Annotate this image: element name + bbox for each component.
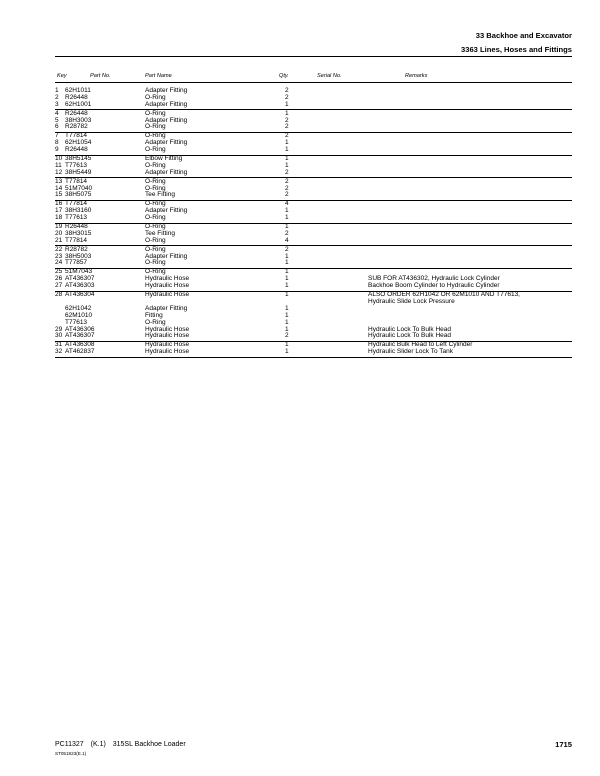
part-qty: 1 (285, 291, 289, 299)
part-qty: 1 (285, 207, 289, 215)
part-qty: 1 (285, 311, 289, 319)
part-qty: 1 (285, 100, 289, 108)
parts-group (55, 111, 572, 133)
part-key: 12 (55, 168, 63, 176)
part-key: 25 (55, 268, 63, 276)
part-number: T77814 (65, 177, 88, 185)
part-number: AT436307 (65, 332, 95, 340)
part-key: 32 (55, 348, 63, 356)
catalog-edition: (K.1) (90, 741, 106, 748)
part-key: 5 (55, 116, 59, 124)
part-number: 62H1042 (65, 304, 92, 312)
part-name: O-Ring (145, 161, 166, 169)
part-qty: 2 (285, 184, 289, 192)
part-key: 31 (55, 341, 63, 349)
part-number: 38H3015 (65, 229, 92, 237)
part-qty: 1 (285, 325, 289, 333)
part-qty: 1 (285, 146, 289, 154)
part-name: O-Ring (145, 200, 166, 208)
part-name: O-Ring (145, 93, 166, 101)
table-row (55, 111, 572, 118)
part-name: Hydraulic Hose (145, 348, 190, 356)
part-number: R26448 (65, 93, 88, 101)
part-name: Adapter Fitting (145, 87, 188, 94)
table-row (55, 306, 572, 313)
table-row (55, 88, 572, 95)
part-remarks: Hydraulic Lock To Bulk Head (368, 325, 451, 333)
part-number: T77613 (65, 318, 88, 326)
part-name: O-Ring (145, 245, 166, 253)
part-number: AT436303 (65, 282, 95, 290)
part-number: AT436308 (65, 341, 95, 349)
part-key: 16 (55, 200, 63, 208)
part-key: 10 (55, 155, 63, 163)
part-qty: 1 (285, 252, 289, 260)
part-name: O-Ring (145, 236, 166, 244)
part-number: 38H5449 (65, 168, 92, 176)
part-qty: 1 (285, 109, 289, 117)
part-qty: 1 (285, 155, 289, 163)
table-row (55, 260, 572, 267)
table-row (55, 320, 572, 327)
part-name: Adapter Fitting (145, 168, 188, 176)
table-row (55, 186, 572, 193)
table-row (55, 124, 572, 131)
part-name: Adapter Fitting (145, 304, 188, 312)
part-qty: 2 (285, 191, 289, 199)
part-key: 19 (55, 223, 63, 231)
part-key: 4 (55, 109, 59, 117)
part-name: O-Ring (145, 259, 166, 267)
table-row (55, 192, 572, 199)
part-name: Adapter Fitting (145, 207, 188, 215)
part-name: Elbow Fitting (145, 155, 183, 163)
parts-group (55, 179, 572, 201)
table-row (55, 170, 572, 177)
machine-model: 315SL Backhoe Loader (112, 741, 186, 748)
part-number: AT436306 (65, 325, 95, 333)
page-number: 1715 (555, 740, 572, 749)
part-remarks: Hydraulic Slide Lock Pressure (368, 297, 455, 305)
header-divider (55, 56, 572, 57)
part-qty: 2 (285, 93, 289, 101)
part-number: T77814 (65, 200, 88, 208)
catalog-number: PC11327 (55, 741, 84, 748)
document-code: ST051823(E.1) (55, 751, 87, 756)
part-remarks: Hydraulic Slider Lock To Tank (368, 348, 454, 356)
part-key: 13 (55, 177, 63, 185)
part-name: Hydraulic Hose (145, 282, 190, 290)
part-key: 7 (55, 132, 59, 140)
table-row (55, 163, 572, 170)
table-row (55, 201, 572, 208)
part-name: O-Ring (145, 109, 166, 117)
column-header-remarks: Remarks (405, 73, 428, 79)
part-name: Hydraulic Hose (145, 325, 190, 333)
part-qty: 2 (285, 168, 289, 176)
table-row (55, 147, 572, 154)
part-qty: 1 (285, 318, 289, 326)
part-qty: 2 (285, 332, 289, 340)
part-name: Hydraulic Hose (145, 291, 190, 299)
parts-group (55, 247, 572, 269)
part-key: 24 (55, 259, 63, 267)
parts-group (55, 88, 572, 110)
table-row (55, 208, 572, 215)
part-qty: 1 (285, 348, 289, 356)
table-row (55, 133, 572, 140)
parts-table (55, 88, 572, 358)
table-row (55, 342, 572, 349)
part-qty: 2 (285, 229, 289, 237)
part-key: 28 (55, 291, 63, 299)
part-remarks: SUB FOR AT436302, Hydraulic Lock Cylinder (368, 275, 500, 283)
part-qty: 1 (285, 223, 289, 231)
part-qty: 1 (285, 282, 289, 290)
part-number: T77613 (65, 161, 88, 169)
part-key: 18 (55, 214, 63, 222)
part-remarks: Hydraulic Lock To Bulk Head (368, 332, 451, 340)
part-key: 26 (55, 275, 63, 283)
section-subtitle: 3363 Lines, Hoses and Fittings (461, 45, 572, 54)
part-key: 6 (55, 123, 59, 131)
part-name: Hydraulic Hose (145, 341, 190, 349)
table-row (55, 140, 572, 147)
part-number: R26448 (65, 146, 88, 154)
part-name: Hydraulic Hose (145, 275, 190, 283)
part-qty: 2 (285, 132, 289, 140)
part-name: O-Ring (145, 177, 166, 185)
part-qty: 1 (285, 161, 289, 169)
part-name: Fitting (145, 311, 163, 319)
table-row (55, 247, 572, 254)
part-number: 62H1011 (65, 87, 91, 94)
part-number: R28782 (65, 245, 88, 253)
table-row (55, 254, 572, 261)
part-name: O-Ring (145, 214, 166, 222)
table-row (55, 333, 572, 340)
part-key: 21 (55, 236, 63, 244)
part-number: 38H3160 (65, 207, 92, 215)
part-key: 30 (55, 332, 63, 340)
part-name: O-Ring (145, 146, 166, 154)
part-name: O-Ring (145, 132, 166, 140)
part-name: Hydraulic Hose (145, 332, 190, 340)
part-qty: 4 (285, 236, 289, 244)
parts-group (55, 133, 572, 155)
part-qty: 2 (285, 123, 289, 131)
table-row (55, 102, 572, 109)
parts-group (55, 224, 572, 246)
part-number: 38H3003 (65, 116, 92, 124)
part-number: 51M7043 (65, 268, 93, 276)
table-row (55, 156, 572, 163)
parts-group (55, 156, 572, 178)
part-name: Adapter Fitting (145, 100, 188, 108)
part-key: 8 (55, 139, 59, 147)
table-row (55, 283, 572, 290)
part-number: R26448 (65, 223, 88, 231)
part-name: Adapter Fitting (145, 139, 188, 147)
table-row (55, 95, 572, 102)
part-qty: 2 (285, 116, 289, 124)
part-name: O-Ring (145, 184, 166, 192)
part-key: 1 (55, 87, 59, 94)
part-number: 38H5003 (65, 252, 92, 260)
part-number: 38H5075 (65, 191, 92, 199)
part-remarks: Backhoe Boom Cylinder to Hydraulic Cylinder (368, 282, 500, 290)
table-row (55, 238, 572, 245)
column-header-serial-no: Serial No. (317, 73, 342, 79)
part-qty: 2 (285, 245, 289, 253)
part-name: O-Ring (145, 123, 166, 131)
parts-group (55, 342, 572, 357)
table-row (55, 292, 572, 299)
part-key: 17 (55, 207, 63, 215)
part-qty: 2 (285, 177, 289, 185)
part-name: O-Ring (145, 223, 166, 231)
part-number: AT436307 (65, 275, 95, 283)
table-row (55, 299, 572, 306)
table-row (55, 118, 572, 125)
part-name: Adapter Fitting (145, 116, 188, 124)
part-key: 23 (55, 252, 63, 260)
part-qty: 1 (285, 214, 289, 222)
part-key: 2 (55, 93, 59, 101)
table-row (55, 215, 572, 222)
part-qty: 2 (285, 87, 289, 94)
part-qty: 1 (285, 259, 289, 267)
part-name: Tee Fitting (145, 229, 175, 237)
table-row (55, 231, 572, 238)
part-key: 14 (55, 184, 63, 192)
part-remarks: ALSO ORDER 62H1042 OR 62M1010 AND T77613, (368, 291, 520, 299)
column-header-part-no: Part No. (90, 73, 111, 79)
part-number: T77814 (65, 236, 88, 244)
part-number: AT462837 (65, 348, 95, 356)
part-number: R28782 (65, 123, 88, 131)
part-key: 29 (55, 325, 63, 333)
part-name: Adapter Fitting (145, 252, 188, 260)
part-qty: 1 (285, 341, 289, 349)
part-qty: 1 (285, 268, 289, 276)
part-remarks: Hydraulic Bulk Head to Left Cylinder (368, 341, 473, 349)
parts-group (55, 269, 572, 291)
part-number: R26448 (65, 109, 88, 117)
part-number: AT436304 (65, 291, 95, 299)
table-row (55, 349, 572, 356)
part-number: T77814 (65, 132, 88, 140)
part-number: T77857 (65, 259, 88, 267)
part-number: 62M1010 (65, 311, 93, 319)
part-qty: 1 (285, 139, 289, 147)
parts-group (55, 201, 572, 223)
column-header-key: Key (57, 73, 67, 79)
section-title: 33 Backhoe and Excavator (475, 31, 572, 40)
part-key: 22 (55, 245, 63, 253)
table-row (55, 327, 572, 334)
part-number: 38H5145 (65, 155, 92, 163)
column-header-qty: Qty. (279, 73, 289, 79)
part-qty: 1 (285, 304, 289, 312)
footer-catalog-info (55, 741, 191, 748)
part-name: O-Ring (145, 268, 166, 276)
part-key: 27 (55, 282, 63, 290)
part-key: 15 (55, 191, 63, 199)
part-key: 11 (55, 161, 62, 169)
part-key: 3 (55, 100, 59, 108)
column-header-divider (55, 82, 572, 83)
part-key: 20 (55, 229, 63, 237)
part-number: 62H1001 (65, 100, 92, 108)
part-key: 9 (55, 146, 59, 154)
part-number: T77613 (65, 214, 88, 222)
table-row (55, 179, 572, 186)
column-header-part-name: Part Name (145, 73, 172, 79)
parts-group (55, 292, 572, 342)
part-name: O-Ring (145, 318, 166, 326)
part-number: 62H1054 (65, 139, 92, 147)
part-qty: 4 (285, 200, 289, 208)
table-row (55, 224, 572, 231)
part-name: Tee Fitting (145, 191, 175, 199)
part-number: 51M7040 (65, 184, 93, 192)
table-row (55, 313, 572, 320)
part-qty: 1 (285, 275, 289, 283)
